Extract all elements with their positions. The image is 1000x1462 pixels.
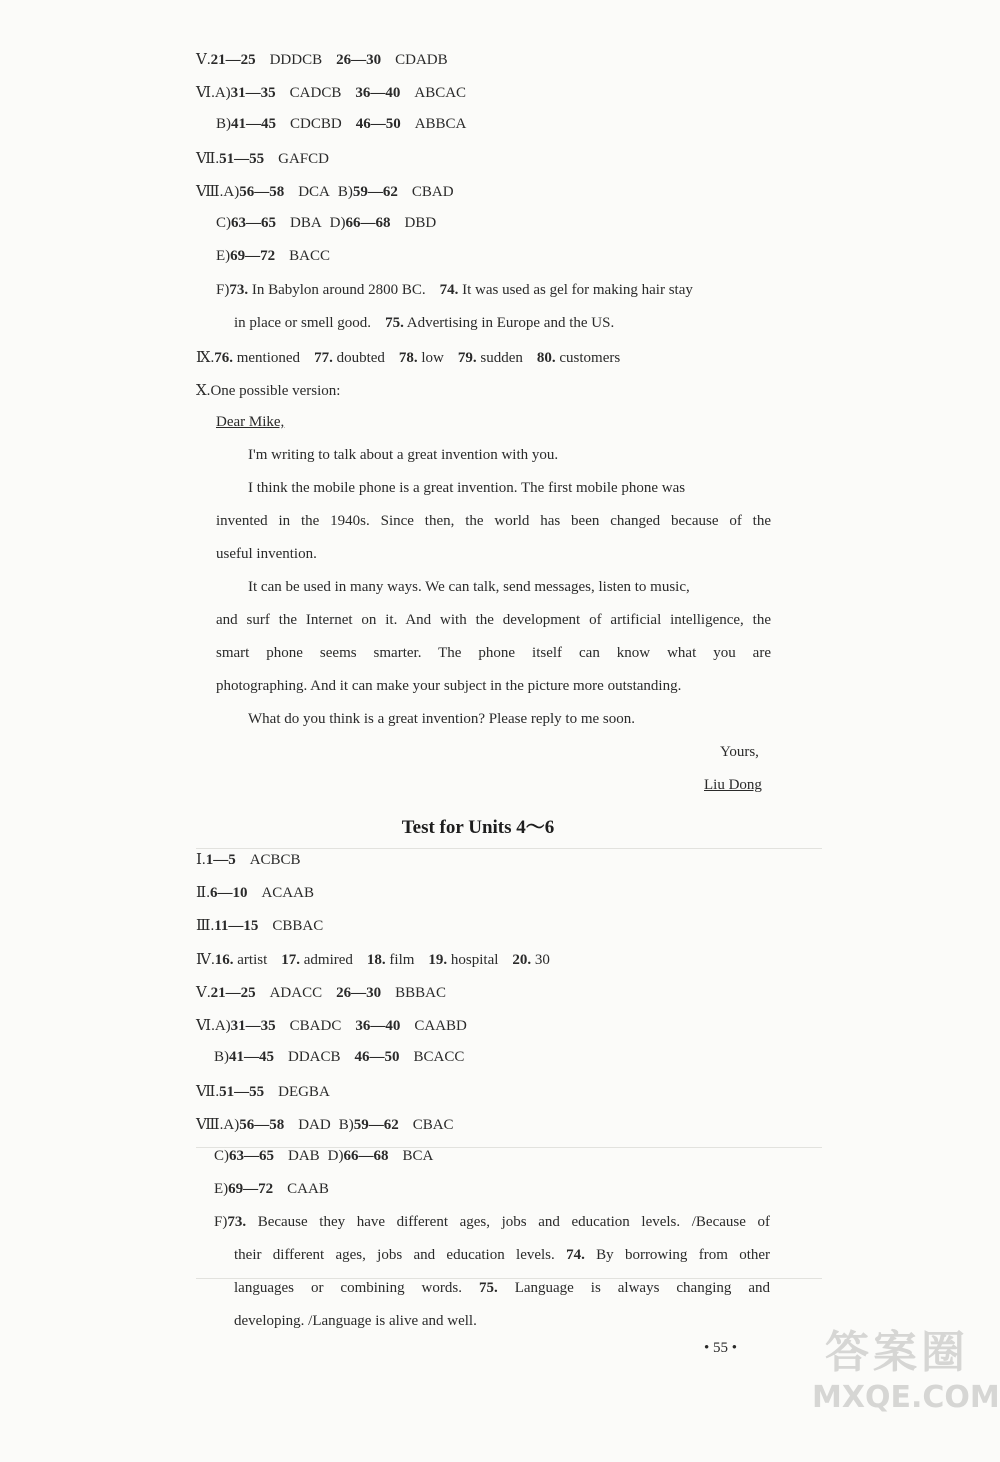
- answer-row-viii-f-2-line1: F)73. Because they have different ages, jobs and education levels. /Because of: [214, 1214, 770, 1230]
- answer-row-ii: Ⅱ.6—10 ACAAB: [196, 885, 314, 901]
- answer-row-vii: Ⅶ.51—55 GAFCD: [196, 151, 329, 167]
- letter-p2-line3: useful invention.: [216, 546, 317, 562]
- answer-row-viii-e-2: E)69—72 CAAB: [214, 1181, 329, 1197]
- letter-p2-line2: invented in the 1940s. Since then, the world has been changed because of the: [216, 513, 771, 529]
- answer-row-viii-a: Ⅷ.A)56—58 DCA B)59—62 CBAD: [196, 184, 454, 200]
- answer-row-viii-e: E)69—72 BACC: [216, 248, 331, 264]
- divider: [196, 1278, 822, 1279]
- answer-row-x-intro: Ⅹ.One possible version:: [196, 383, 341, 399]
- letter-p3-line4: photographing. And it can make your subject in the picture more outstanding.: [216, 678, 682, 694]
- answer-row-viii-f-2-line3: languages or combining words. 75. Language is always changing and: [234, 1280, 771, 1296]
- answer-row-vi-b-2: B)41—45 DDACB 46—50 BCACC: [214, 1049, 465, 1065]
- letter-p2-line1: I think the mobile phone is a great invention. The first mobile phone was: [248, 480, 686, 496]
- letter-greeting: Dear Mike,: [216, 414, 285, 430]
- answer-row-vii-2: Ⅶ.51—55 DEGBA: [196, 1084, 330, 1100]
- letter-closing: Yours,: [720, 744, 759, 760]
- letter-paragraph-1: I'm writing to talk about a great invention with you.: [248, 447, 559, 463]
- answer-row-v-2: Ⅴ.21—25 ADACC 26—30 BBBAC: [196, 985, 446, 1001]
- page-number: • 55 •: [704, 1340, 738, 1356]
- watermark-logo: 答案圈 MXQE.COM: [812, 1327, 1000, 1415]
- answer-row-i: Ⅰ.1—5 ACBCB: [196, 852, 301, 868]
- answer-row-iv: Ⅳ.16. artist 17. admired 18. film 19. hospital 20. 30: [196, 952, 550, 968]
- section-title: Test for Units 4～6: [401, 817, 555, 838]
- letter-paragraph-4: What do you think is a great invention? Please reply to me soon.: [248, 711, 635, 727]
- answer-row-iii: Ⅲ.11—15 CBBAC: [196, 918, 324, 934]
- answer-row-ix: Ⅸ.76. mentioned 77. doubted 78. low 79. sudden 80. customers: [196, 350, 621, 366]
- answer-row-viii-c: C)63—65 DBA D)66—68 DBD: [216, 215, 437, 231]
- answer-row-viii-a-2: Ⅷ.A)56—58 DAD B)59—62 CBAC: [196, 1117, 454, 1133]
- letter-p3-line3: smart phone seems smarter. The phone itself can know what you are: [216, 645, 771, 661]
- answer-row-viii-f-2-line2: their different ages, jobs and education levels. 74. By borrowing from other: [234, 1247, 771, 1263]
- answer-row-viii-f-line2: in place or smell good. 75. Advertising in Europe and the US.: [234, 315, 615, 331]
- divider: [196, 848, 822, 849]
- answer-row-viii-f-2-line4: developing. /Language is alive and well.: [234, 1313, 477, 1329]
- letter-p3-line2: and surf the Internet on it. And with the development of artificial intelligence, the: [216, 612, 771, 628]
- letter-p3-line1: It can be used in many ways. We can talk, send messages, listen to music,: [248, 579, 690, 595]
- answer-row-viii-c-2: C)63—65 DAB D)66—68 BCA: [214, 1148, 434, 1164]
- answer-row-v: Ⅴ.21—25 DDDCB 26—30 CDADB: [196, 52, 448, 68]
- letter-signature: Liu Dong: [704, 777, 762, 793]
- answer-row-vi-b: B)41—45 CDCBD 46—50 ABBCA: [216, 116, 467, 132]
- answer-row-viii-f-line1: F)73. In Babylon around 2800 BC. 74. It was used as gel for making hair stay: [216, 282, 693, 298]
- answer-row-vi-a-2: Ⅵ.A)31—35 CBADC 36—40 CAABD: [196, 1018, 467, 1034]
- answer-row-vi-a: Ⅵ.A)31—35 CADCB 36—40 ABCAC: [196, 85, 467, 101]
